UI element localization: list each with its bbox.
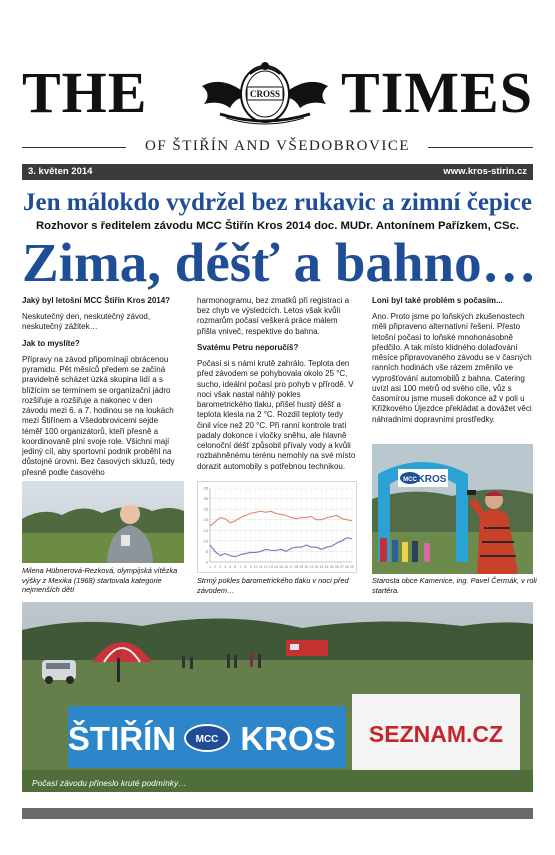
chart-x-tick-label: 15	[279, 565, 283, 569]
masthead-subtitle: OF ŠTIŘÍN AND VŠEDOBROVICE	[145, 138, 410, 154]
chart-x-tick-label: 4	[224, 565, 227, 569]
chart-x-tick-label: 29	[350, 565, 354, 569]
date-bar	[22, 164, 533, 180]
chart-y-tick-label: 0	[205, 559, 208, 565]
masthead-right-word: TIMES	[341, 60, 533, 125]
article-column-2	[197, 296, 357, 478]
chart-y-tick-label: 30	[203, 496, 208, 502]
chart-x-tick-label: 25	[329, 565, 334, 569]
chart-x-tick-label: 21	[309, 565, 314, 569]
chart-x-tick-label: 11	[258, 565, 263, 569]
chart-y-tick-label: 35	[203, 485, 208, 491]
chart-x-tick-label: 13	[268, 565, 273, 569]
chart-x-tick-label: 20	[304, 565, 309, 569]
crest-emblem-icon	[190, 56, 340, 130]
chart-x-tick-label: 8	[244, 565, 247, 569]
article-question: Loni byl také problém s počasím...	[372, 296, 503, 305]
main-title: Zima, déšť a bahno…	[22, 232, 537, 293]
chart-x-tick-label: 2	[214, 565, 217, 569]
banner-left-text: ŠTIŘÍN	[67, 720, 177, 757]
issue-date: 3. květen 2014	[28, 166, 93, 177]
chart-x-tick-label: 23	[319, 565, 324, 569]
masthead	[22, 56, 533, 136]
article-answer: Neskutečný den, neskutečný závod, neskutečný zážitek…	[22, 312, 151, 332]
crest-label: CROSS	[249, 89, 281, 99]
article-column-1	[22, 296, 180, 484]
article-question: Jaký byl letošní MCC Štiřín Kros 2014?	[22, 296, 171, 305]
photo-starter	[372, 444, 533, 574]
footer-bar	[22, 808, 533, 819]
chart-x-tick-label: 1	[209, 565, 211, 569]
chart-x-tick-label: 28	[345, 565, 349, 569]
caption-starter: Starosta obce Kamenice, ing. Pavel Čermák, v roli startéra.	[372, 576, 537, 595]
chart-x-tick-label: 7	[239, 565, 242, 569]
chart-pressure	[197, 481, 357, 573]
chart-x-tick-label: 26	[334, 565, 339, 569]
chart-y-tick-label: 5	[205, 548, 208, 554]
chart-x-tick-label: 22	[314, 565, 319, 569]
chart-y-tick-label: 15	[203, 527, 208, 533]
chart-x-tick-label: 19	[299, 565, 304, 569]
chart-x-tick-label: 12	[263, 565, 268, 569]
masthead-left-word: THE	[22, 60, 148, 125]
article-answer: harmonogramu, bez zmatků při registraci a bez chyb ve výsledcích. Letos však kvůli rozmarům počasí veškerá práce málem přišla vniveč, respektive do bahna.	[197, 296, 350, 336]
chart-x-tick-label: 3	[219, 565, 222, 569]
article-answer: Přípravy na závod připomínají obrácenou pyramidu. Pět měsíců předem se začíná pravidelně scházet úzká skupina lidí a s blížícím se termínem se organizační jádro rozšiřuje a rozšiřuje a nakonec v den závodu mezi 6. a 7. hodinou se na loukách mezi Štiřínem a Všedobrovicemi sejde téměř 100 organizátorů, kteří přesně a koordinovaně plní svoje role. Všichni mají jediný cíl, aby sportovní podnik proběhl na důstojné úrovni. Bez časových skluzů, tedy přesně podle časového	[22, 354, 175, 477]
article-answer: Počasí si s námi krutě zahrálo. Teplota den před závodem se pohybovala okolo 25 °C, sucho, ideální počasí pro pohyb v přírodě. V noci však nastal náhlý pokles barometrického tlaku, přišel hustý déšť a teplota klesla na 2 °C. Rozdíl teploty tedy činil více než 20 °C. Při ranní kontrole tratí padaly dokonce i vločky sněhu, ale hlavně celonoční déšť způsobil přívaly vody a kvůli rozbahněnému terénu nemohly na své místo dorazit automobily s potřebnou technikou.	[197, 359, 356, 471]
website-link[interactable]: www.kros-stirin.cz	[443, 166, 527, 177]
chart-x-tick-label: 24	[324, 565, 329, 569]
banner-logo: MCC	[195, 734, 219, 745]
article-column-3	[372, 296, 532, 431]
caption-race-field: Počasí závodu přineslo kruté podmínky…	[32, 778, 187, 788]
chart-x-tick-label: 5	[229, 565, 232, 569]
chart-y-tick-label: 10	[203, 538, 208, 544]
chart-x-tick-label: 6	[234, 565, 237, 569]
chart-x-tick-label: 14	[274, 565, 278, 569]
chart-y-tick-label: 20	[203, 517, 208, 523]
chart-x-tick-label: 10	[253, 565, 258, 569]
arch-logo: MCC	[403, 477, 417, 483]
headline: Jen málokdo vydržel bez rukavic a zimní čepice	[23, 189, 532, 216]
deck-subheadline: Rozhovor s ředitelem závodu MCC Štiřín Kros 2014 doc. MUDr. Antonínem Pařízkem, CSc.	[36, 220, 519, 232]
chart-x-tick-label: 18	[294, 565, 299, 569]
subtitle-rule-right	[428, 147, 533, 148]
article-question: Jak to myslíte?	[22, 338, 80, 348]
chart-x-tick-label: 27	[339, 565, 344, 569]
caption-chart: Strmý pokles barometrického tlaku v noci před závodem…	[197, 576, 349, 595]
chart-x-tick-label: 16	[284, 565, 288, 569]
chart-svg	[198, 482, 357, 573]
photo-race-field	[22, 602, 533, 792]
caption-athlete: Milena Hübnerová-Rezková, olympijská vítězka výšky z Mexika (1968) startovala kategorie nejmenších dětí	[22, 566, 178, 595]
chart-x-tick-label: 17	[289, 565, 294, 569]
article-answer: Ano. Proto jsme po loňských zkušenostech měli připraveno alternativní řešení. Přesto letošní počasí to loňské mnohonásobně předčilo. A tak místo klidného dolaďování měsíce připravovaného závodu se v časných ranních hodinách vše rázem změnilo ve vyprošťování automobilů z bahna. Catering uvízl asi 100 metrů od svého cíle, vůz s časomírou jsme museli dokonce až v poli u Křížkového Újezdce překládat a dovážet věci náhradními dopravními prostředky.	[372, 312, 532, 424]
chart-x-tick-label: 9	[249, 565, 252, 569]
chart-y-tick-label: 25	[203, 506, 208, 512]
article-question: Svatému Petru neporučíš?	[197, 342, 299, 352]
banner-right-text: KROS	[240, 720, 336, 757]
banner-sponsor-text: SEZNAM.CZ	[368, 721, 504, 747]
photo-athlete	[22, 481, 184, 563]
arch-text: KROS	[417, 474, 447, 485]
